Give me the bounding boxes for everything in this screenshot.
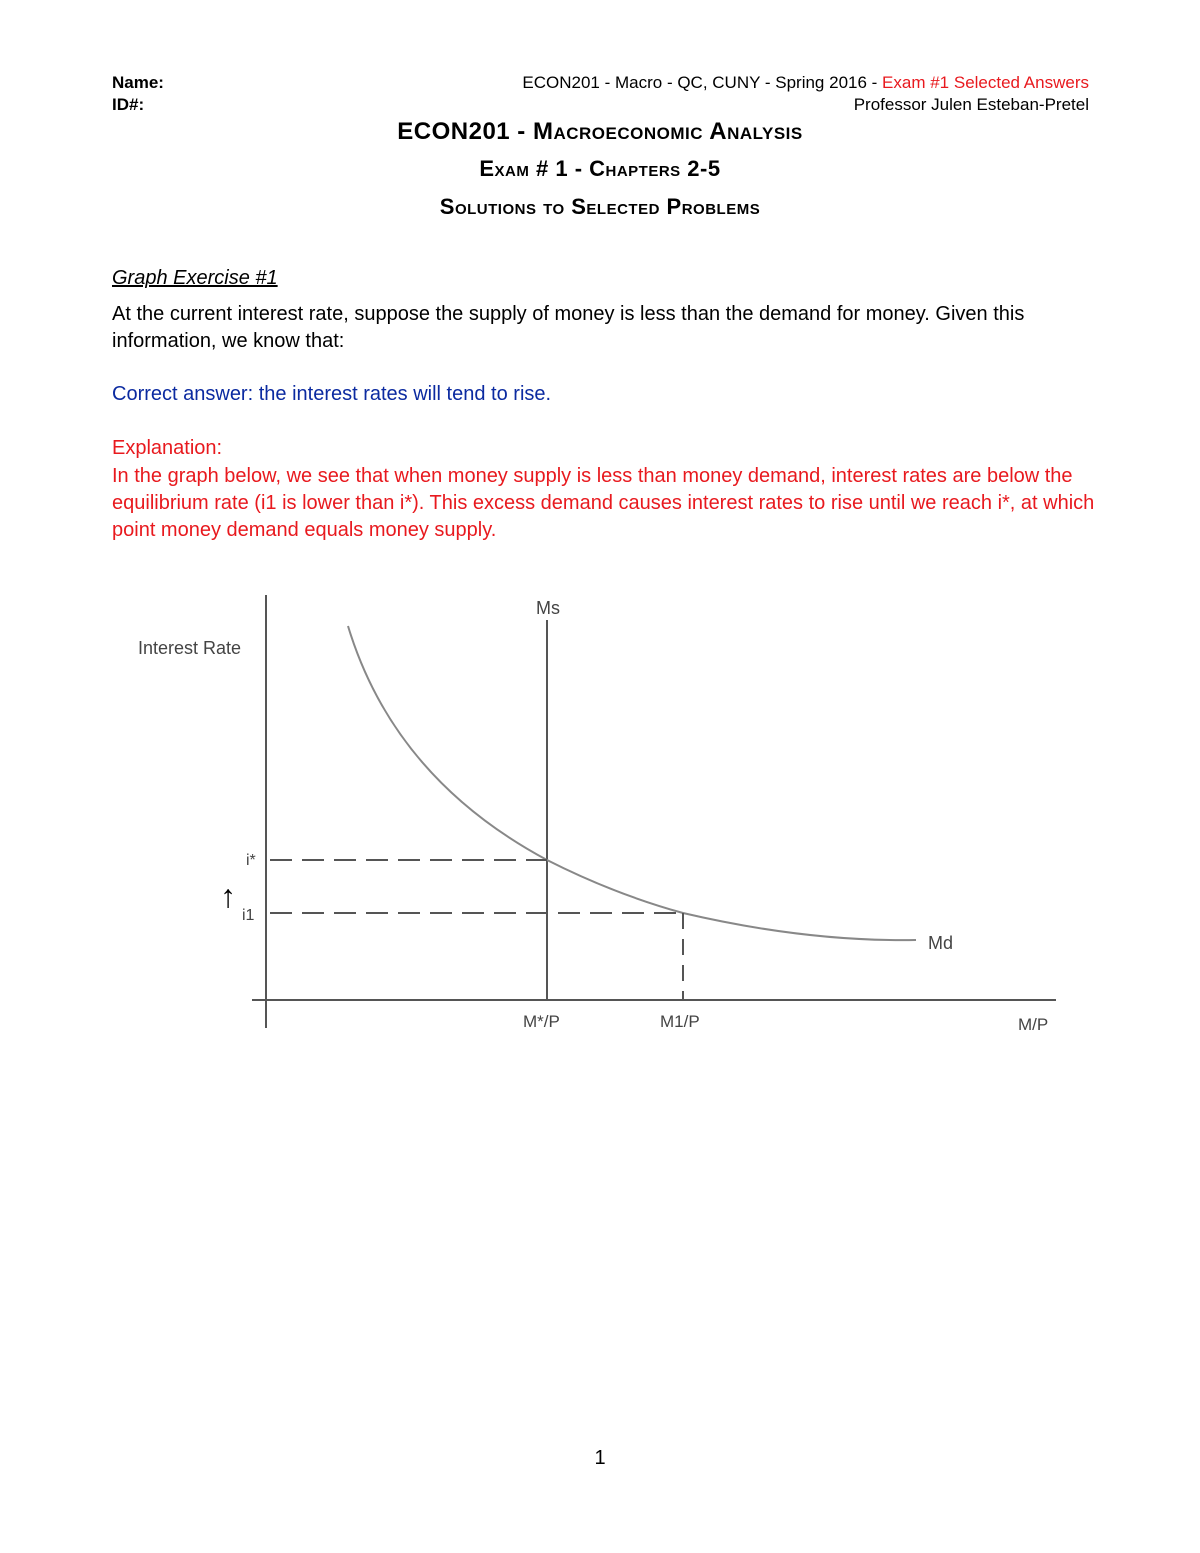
explanation-label: Explanation:	[112, 437, 223, 459]
professor-name: Professor Julen Esteban-Pretel	[853, 95, 1089, 114]
course-info: ECON201 - Macro - QC, CUNY - Spring 2016 -	[522, 73, 883, 92]
explanation-text: In the graph below, we see that when money supply is less than money demand, interest rates are below the equilibrium rate (i1 is lower than i*). This excess demand causes interest rates to rise until we reach i*, at which point money demand equals money supply.	[112, 465, 1095, 541]
supply-label: Ms	[536, 598, 560, 618]
correct-answer: Correct answer: the interest rates will tend to rise.	[112, 383, 552, 405]
name-label: Name:	[112, 73, 164, 92]
page-number: 1	[594, 1447, 606, 1469]
id-label: ID#:	[112, 95, 145, 114]
course-title: ECON201 - Macroeconomic Analysis	[397, 118, 803, 145]
qty-low-label: M1/P	[660, 1012, 700, 1031]
x-axis-label: M/P	[1018, 1015, 1049, 1034]
course-header	[522, 72, 1089, 116]
money-market-graph	[110, 580, 1090, 1040]
y-axis-label: Interest Rate	[138, 638, 242, 658]
solutions-title: Solutions to Selected Problems	[439, 194, 761, 219]
exam-title: Exam # 1 - Chapters 2-5	[479, 156, 721, 181]
student-fields	[112, 72, 164, 116]
exam-tag: Exam #1 Selected Answers	[882, 73, 1089, 92]
exercise-heading: Graph Exercise #1	[112, 267, 278, 289]
question-text: At the current interest rate, suppose the supply of money is less than the demand for money. Given this information, we know that:	[112, 303, 1025, 352]
demand-label: Md	[928, 933, 954, 953]
rate-eq-label: i*	[246, 852, 256, 869]
course-line	[522, 72, 1089, 94]
money-demand-curve	[348, 626, 916, 940]
rate-low-label: i1	[242, 907, 255, 924]
up-arrow-icon: ↑	[220, 878, 236, 914]
qty-eq-label: M*/P	[523, 1012, 560, 1031]
